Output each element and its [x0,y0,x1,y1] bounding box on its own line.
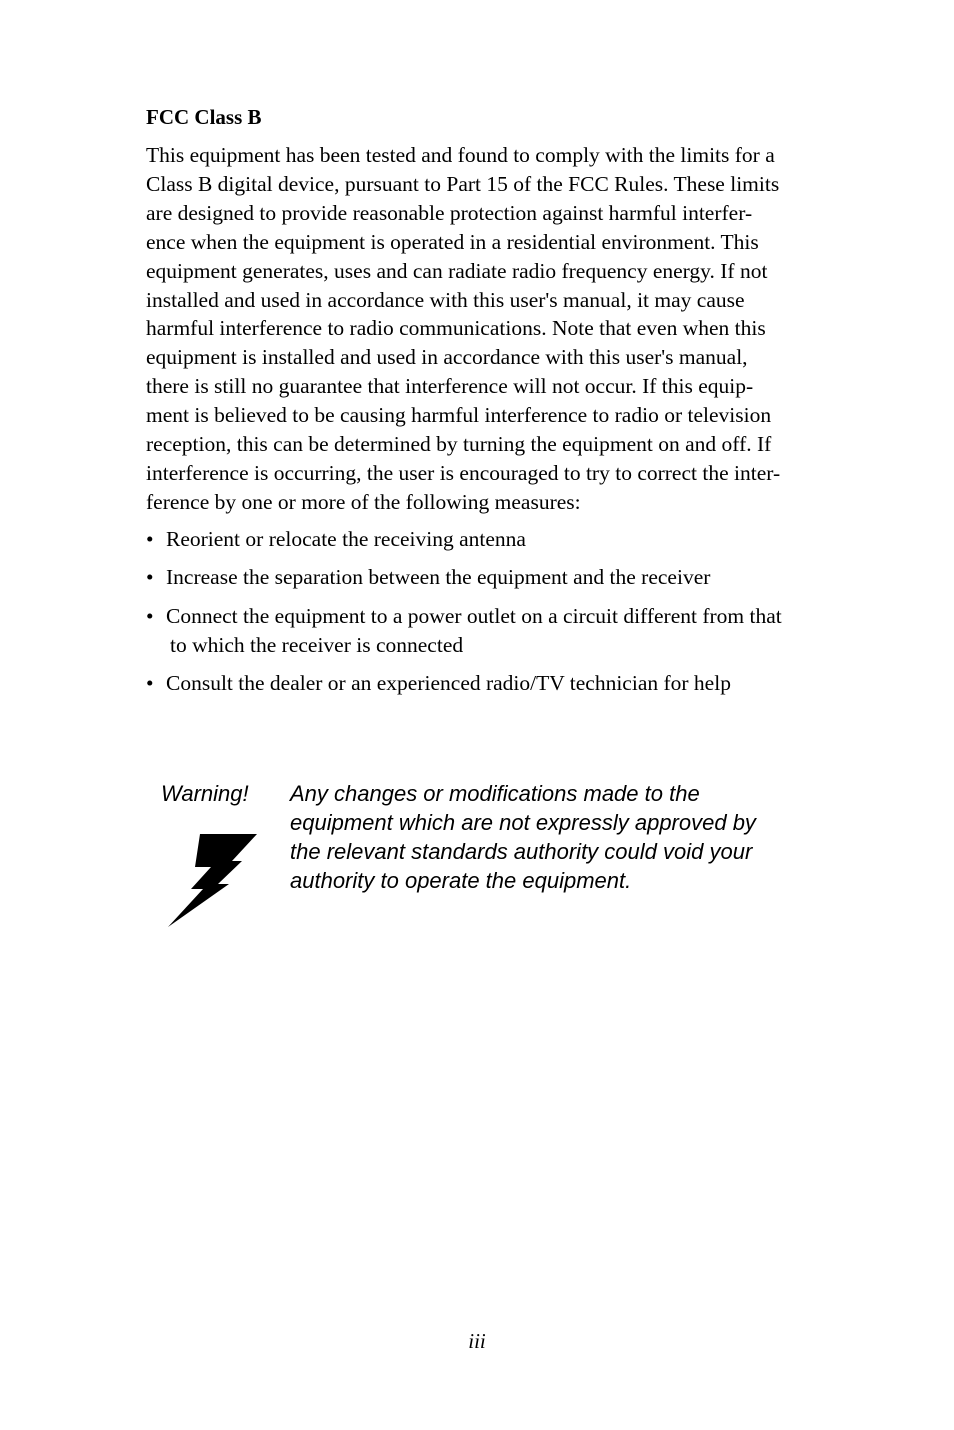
warning-label: Warning! [161,781,249,806]
measures-list [146,525,858,708]
bullet-icon: • [146,671,154,696]
paragraph-line: interference is occurring, the user is encouraged to try to correct the inter- [146,460,781,485]
paragraph-line: equipment is installed and used in accordance with this user's manual, [146,345,748,370]
list-item [146,525,858,554]
paragraph-line: ference by one or more of the following measures: [146,489,581,514]
paragraph-line: Class B digital device, pursuant to Part 15 of the FCC Rules. These limits [146,171,780,196]
lightning-bolt-icon [166,834,258,928]
bullet-icon: • [146,527,154,551]
bullet-icon: • [146,603,154,628]
warning-line: Any changes or modifications made to the [290,781,700,806]
paragraph-line: ence when the equipment is operated in a residential environment. This [146,229,759,254]
fcc-body-paragraph [146,141,858,517]
paragraph-line: reception, this can be determined by turning the equipment on and off. If [146,432,772,457]
paragraph-line: installed and used in accordance with this user's manual, it may cause [146,287,745,312]
list-item [146,669,858,698]
page-number: iii [468,1329,486,1353]
paragraph-line: there is still no guarantee that interference will not occur. If this equip- [146,374,754,399]
list-item-text: Connect the equipment to a power outlet on a circuit different from that [166,603,782,628]
paragraph-line: are designed to provide reasonable protection against harmful interfer- [146,200,753,225]
warning-line: authority to operate the equipment. [290,868,632,893]
paragraph-line: This equipment has been tested and found to comply with the limits for a [146,143,775,167]
section-heading: FCC Class B [146,105,262,129]
paragraph-line: equipment generates, uses and can radiate radio frequency energy. If not [146,258,768,283]
list-item [146,563,858,592]
list-item-text: Increase the separation between the equipment and the receiver [166,565,711,590]
bullet-icon: • [146,565,154,590]
list-item [146,602,858,660]
list-item-text: Reorient or relocate the receiving antenna [166,527,526,551]
warning-line: the relevant standards authority could void your [290,839,753,864]
warning-text [290,779,830,895]
list-item-text: Consult the dealer or an experienced radio/TV technician for help [166,671,731,696]
warning-line: equipment which are not expressly approved by [290,810,756,835]
paragraph-line: harmful interference to radio communications. Note that even when this [146,316,766,341]
paragraph-line: ment is believed to be causing harmful interference to radio or television [146,403,772,428]
list-item-text: to which the receiver is connected [170,632,464,657]
